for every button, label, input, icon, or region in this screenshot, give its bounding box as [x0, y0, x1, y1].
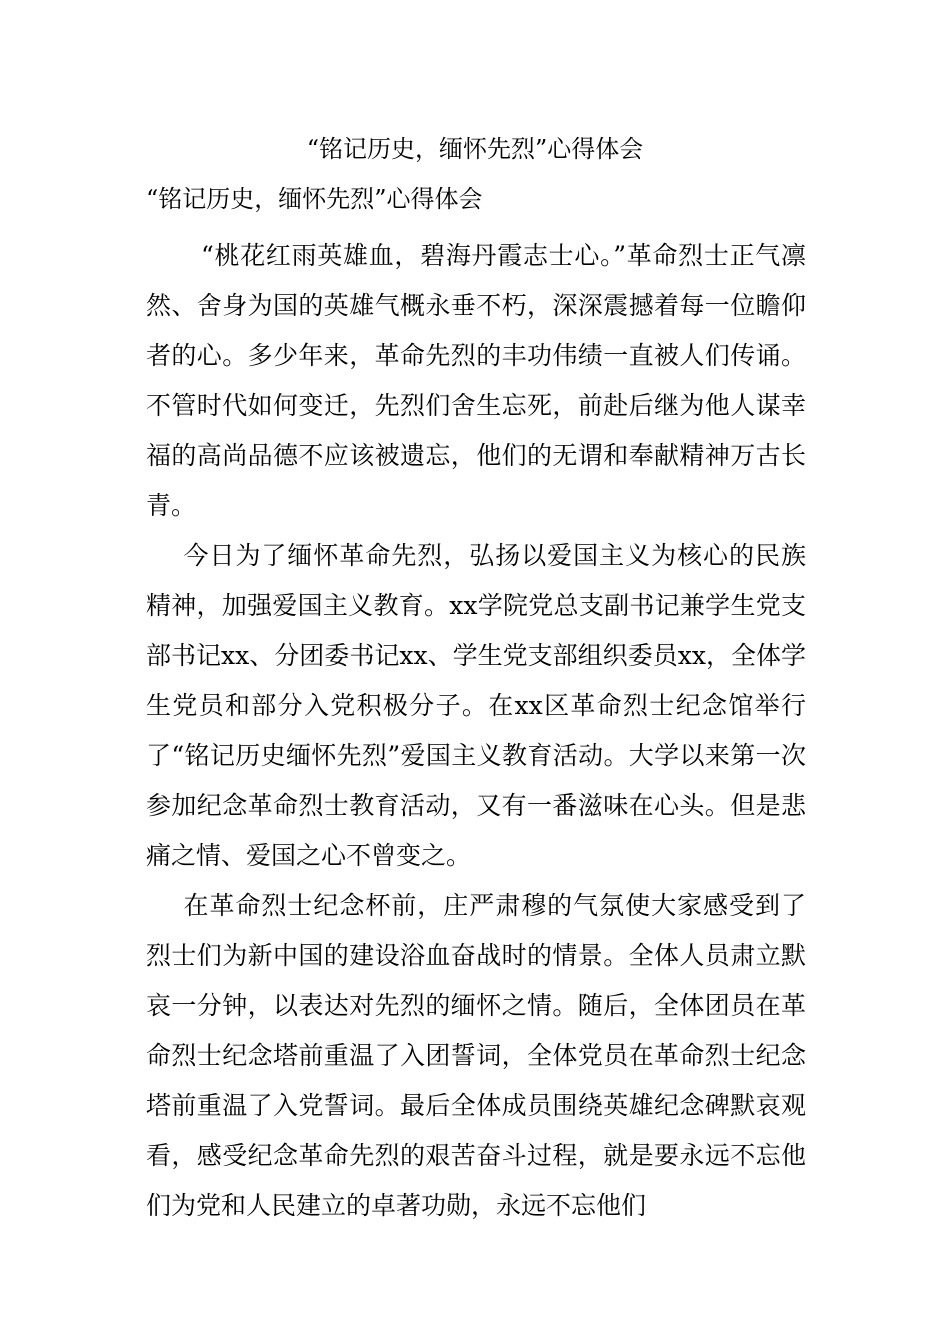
document-subtitle: “铭记历史，缅怀先烈”心得体会 — [146, 185, 483, 213]
body-paragraph-1: “桃花红雨英雄血，碧海丹霞志士心。”革命烈士正气凛然、舍身为国的英雄气概永垂不朽，深深震撼着每一位瞻仰者的心。多少年来，革命先烈的丰功伟绩一直被人们传诵。不管时代如何变迁，先烈们舍生忘死，前赴后继为他人谋幸福的高尚品德不应该被遗忘，他们的无谓和奉献精神万古长青。 — [146, 241, 806, 520]
body-paragraph-2: 今日为了缅怀革命先烈，弘扬以爱国主义为核心的民族精神，加强爱国主义教育。xx学院党总支副书记兼学生党支部书记xx、分团委书记xx、学生党支部组织委员xx，全体学生党员和部分入党积极分子。在xx区革命烈士纪念馆举行了“铭记历史缅怀先烈”爱国主义教育活动。大学以来第一次参加纪念革命烈士教育活动，又有一番滋味在心头。但是悲痛之情、爱国之心不曾变之。 — [146, 541, 806, 870]
document-title: “铭记历史，缅怀先烈”心得体会 — [306, 135, 644, 163]
document-body — [146, 231, 806, 1231]
body-paragraph-3: 在革命烈士纪念杯前，庄严肃穆的气氛使大家感受到了烈士们为新中国的建设浴血奋战时的情景。全体人员肃立默哀一分钟，以表达对先烈的缅怀之情。随后，全体团员在革命烈士纪念塔前重温了入团誓词，全体党员在革命烈士纪念塔前重温了入党誓词。最后全体成员围绕英雄纪念碑默哀观看，感受纪念革命先烈的艰苦奋斗过程，就是要永远不忘他们为党和人民建立的卓著功勋，永远不忘他们 — [146, 891, 806, 1220]
